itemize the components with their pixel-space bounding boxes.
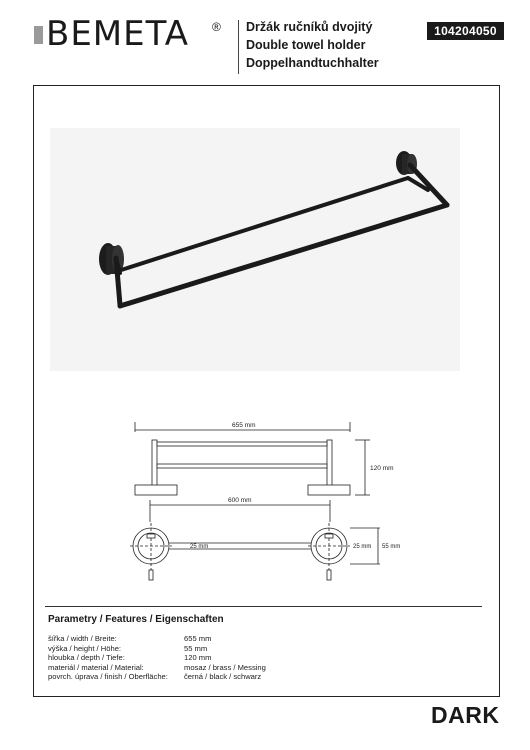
param-value: černá / black / schwarz <box>184 672 262 682</box>
rosette-diameter-label: 55 mm <box>382 544 401 550</box>
product-photo <box>50 128 460 371</box>
title-english: Double towel holder <box>246 38 366 52</box>
logo-text: BEMETA <box>46 14 190 54</box>
params-table <box>48 634 266 682</box>
param-label: výška / height / Höhe: <box>48 643 122 653</box>
dimension-drawing <box>100 410 430 595</box>
brand-logo <box>34 14 224 58</box>
center-dimension-label: 600 mm <box>228 497 252 504</box>
param-value: 55 mm <box>184 643 208 653</box>
param-label: hloubka / depth / Tiefe: <box>48 653 125 663</box>
params-title: Parametry / Features / Eigenschaften <box>48 614 224 625</box>
header-divider <box>238 20 239 74</box>
param-value: mosaz / brass / Messing <box>184 662 266 672</box>
param-value: 655 mm <box>184 634 212 643</box>
param-row <box>48 634 266 644</box>
title-german: Doppelhandtuchhalter <box>246 56 379 70</box>
params-divider <box>45 606 482 607</box>
param-row <box>48 644 266 654</box>
param-label: povrch. úprava / finish / Oberfläche: <box>48 672 168 682</box>
width-dimension-label: 655 mm <box>232 422 256 429</box>
rosette-right-label: 25 mm <box>353 544 372 550</box>
registered-mark: ® <box>212 20 221 34</box>
param-label: materiál / material / Material: <box>48 662 144 672</box>
param-row <box>48 663 266 673</box>
param-value: 120 mm <box>184 653 212 663</box>
product-code: 104204050 <box>427 22 504 40</box>
product-titles <box>246 18 379 72</box>
title-czech: Držák ručníků dvojitý <box>246 20 373 34</box>
logo-square-mark <box>34 26 43 44</box>
param-label: šířka / width / Breite: <box>48 634 117 643</box>
height-dimension-label: 120 mm <box>370 465 394 472</box>
rosette-left-label: 25 mm <box>190 544 209 550</box>
param-row <box>48 653 266 663</box>
param-row <box>48 672 266 682</box>
towel-holder-illustration <box>50 128 460 371</box>
series-name: DARK <box>431 702 500 728</box>
technical-drawing <box>100 410 430 595</box>
